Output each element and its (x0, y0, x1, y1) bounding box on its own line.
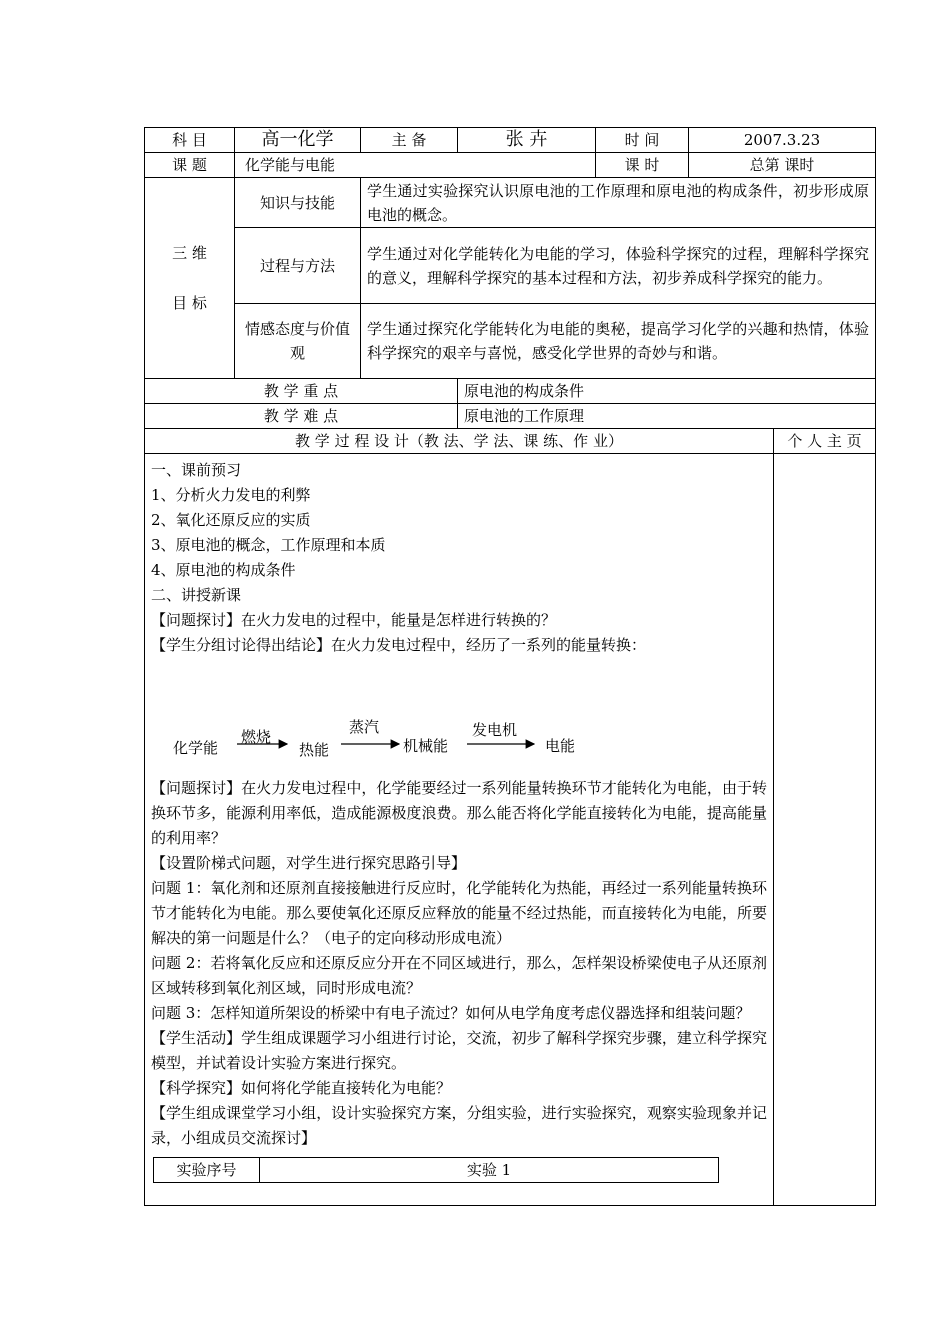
energy-flow-arrows (151, 658, 751, 776)
process-header-row (145, 429, 876, 454)
process-body (145, 454, 774, 1206)
body-paragraph: 问题 3：怎样知道所架设的桥梁中有电子流过？如何从电学角度考虑仪器选择和组装问题？ (151, 1004, 751, 1022)
process-body-row (145, 454, 876, 1206)
flow-node-heat: 热能 (299, 741, 330, 759)
body-lines-a (151, 458, 767, 658)
body-lines-b (151, 776, 767, 1151)
flow-node-mechanical: 机械能 (403, 737, 449, 755)
experiment-table (153, 1157, 719, 1183)
flow-label-steam: 蒸汽 (349, 718, 380, 736)
difficulty-row (145, 404, 876, 429)
subject-label: 科 目 (145, 128, 235, 153)
body-paragraph: 问题 2：若将氧化反应和还原反应分开在不同区域进行，那么，怎样架设桥梁使电子从还原剂区域转移到氧化剂区域，同时形成电流？ (151, 954, 767, 997)
body-paragraph: 【问题探讨】在火力发电过程中，化学能要经过一系列能量转换环节才能转化为电能，由于转换环节多，能源利用率低，造成能源极度浪费。那么能否将化学能直接转化为电能，提高能量的利用率？ (151, 779, 767, 847)
objective-row-attitude (145, 304, 876, 379)
preparer-label: 主 备 (361, 128, 458, 153)
key-point-row (145, 379, 876, 404)
topic-value: 化学能与电能 (235, 153, 596, 178)
difficulty-value: 原电池的工作原理 (458, 404, 876, 429)
flow-node-chemical: 化学能 (173, 739, 219, 757)
body-paragraph: 问题 1：氧化剂和还原剂直接接触进行反应时，化学能转化为热能，再经过一系列能量转换环节才能转化为电能。那么要使氧化还原反应释放的能量不经过热能，而直接转化为电能，所要解决的第一问题是什么？（电子的定向移动形成电流） (151, 879, 767, 947)
difficulty-label: 教 学 难 点 (145, 404, 458, 429)
body-line: 3、原电池的概念，工作原理和本质 (151, 536, 386, 554)
body-line: 二、讲授新课 (151, 586, 242, 604)
objective-text: 学生通过实验探究认识原电池的工作原理和原电池的构成条件，初步形成原电池的概念。 (361, 178, 876, 228)
hours-value: 总第 课时 (689, 153, 876, 178)
topic-label: 课 题 (145, 153, 235, 178)
body-paragraph: 【设置阶梯式问题，对学生进行探究思路引导】 (151, 854, 467, 872)
objective-text: 学生通过对化学能转化为电能的学习，体验科学探究的过程，理解科学探究的意义，理解科学探究的基本过程和方法，初步养成科学探究的能力。 (361, 228, 876, 304)
experiment-table-header (154, 1158, 719, 1183)
process-header: 教 学 过 程 设 计（教 法、学 法、课 练、作 业） (145, 429, 774, 454)
objective-name: 过程与方法 (235, 228, 361, 304)
body-paragraph: 【科学探究】如何将化学能直接转化为电能？ (151, 1079, 452, 1097)
body-paragraph: 【学生活动】学生组成课题学习小组进行讨论，交流，初步了解科学探究步骤，建立科学探究模型，并试着设计实验方案进行探究。 (151, 1029, 767, 1072)
hours-label: 课 时 (596, 153, 689, 178)
body-line: 4、原电池的构成条件 (151, 561, 296, 579)
body-line: 一、课前预习 (151, 461, 242, 479)
body-line: 【学生分组讨论得出结论】在火力发电过程中，经历了一系列的能量转换： (151, 636, 647, 654)
header-row-1 (145, 128, 876, 153)
objective-row-knowledge (145, 178, 876, 228)
flow-label-combustion: 燃烧 (241, 728, 272, 746)
objective-name: 知识与技能 (235, 178, 361, 228)
preparer-value: 张 卉 (458, 128, 596, 153)
experiment-number-header: 实验序号 (154, 1158, 260, 1183)
body-line: 【问题探讨】在火力发电的过程中，能量是怎样进行转换的？ (151, 611, 557, 629)
energy-flow-diagram (151, 658, 767, 776)
flow-label-generator: 发电机 (472, 721, 518, 739)
objectives-label-line2: 目 标 (172, 294, 207, 312)
objective-text: 学生通过探究化学能转化为电能的奥秘，提高学习化学的兴趣和热情，体验科学探究的艰辛与喜悦，感受化学世界的奇妙与和谐。 (361, 304, 876, 379)
body-line: 2、氧化还原反应的实质 (151, 511, 311, 529)
objectives-label-line1: 三 维 (172, 244, 207, 262)
objective-name: 情感态度与价值观 (235, 304, 361, 379)
key-point-label: 教 学 重 点 (145, 379, 458, 404)
subject-value: 高一化学 (235, 128, 361, 153)
header-row-2 (145, 153, 876, 178)
experiment-1-header: 实验 1 (260, 1158, 719, 1183)
objective-row-process (145, 228, 876, 304)
time-label: 时 间 (596, 128, 689, 153)
time-value: 2007.3.23 (689, 128, 876, 153)
body-line: 1、分析火力发电的利弊 (151, 486, 311, 504)
body-paragraph: 【学生组成课堂学习小组，设计实验探究方案，分组实验，进行实验探究，观察实验现象并记录，小组成员交流探讨】 (151, 1104, 767, 1147)
personal-header: 个 人 主 页 (774, 429, 876, 454)
personal-notes-cell (774, 454, 876, 1206)
key-point-value: 原电池的构成条件 (458, 379, 876, 404)
flow-node-electric: 电能 (545, 737, 576, 755)
lesson-plan-table (144, 127, 876, 1206)
objectives-label (145, 178, 235, 379)
